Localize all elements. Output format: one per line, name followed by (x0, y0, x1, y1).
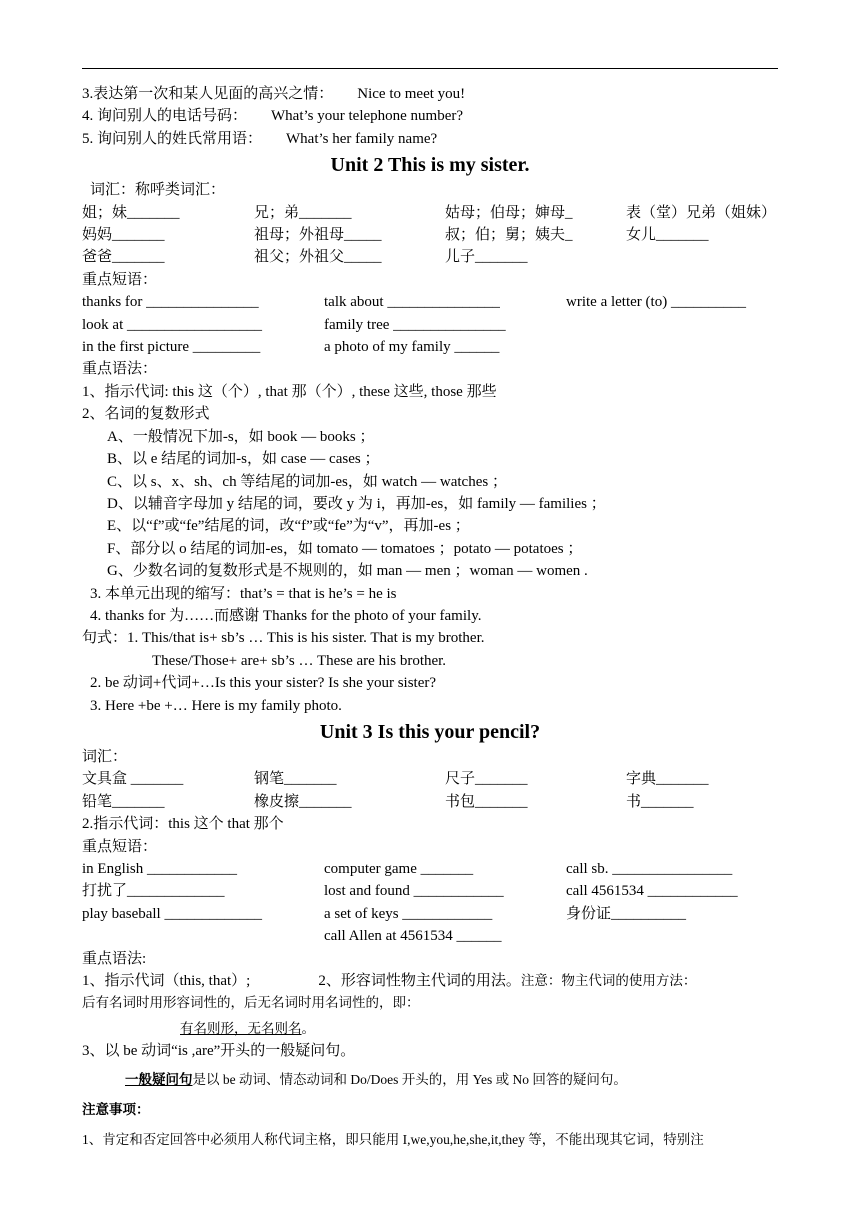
vocab-item: 女儿_______ (626, 227, 709, 244)
grammar-rule-text: 有名则形，无名则名 (180, 1021, 302, 1037)
unit2-phrases-heading: 重点短语： (82, 271, 158, 288)
intro-4-en: What’s your telephone number? (271, 108, 464, 125)
vocab-item: 妈妈_______ (82, 227, 165, 244)
vocab-item: 爸爸_______ (82, 249, 165, 266)
phrase-item (566, 314, 778, 336)
phrase-item (566, 925, 778, 947)
unit3-phrases-heading: 重点短语： (82, 838, 158, 855)
phrase-item: call Allen at 4561534 ______ (324, 928, 502, 945)
unit3-title: Unit 3 Is this your pencil? (319, 720, 541, 743)
phrase-item: in the first picture _________ (82, 339, 261, 356)
vocab-item: 书_______ (626, 793, 694, 810)
intro-line-3 (82, 83, 778, 105)
phrase-item: lost and found ____________ (324, 883, 504, 900)
vocab-item: 书包_______ (445, 793, 528, 810)
unit2-title: Unit 2 This is my sister. (330, 154, 530, 177)
vocab-item: 儿子_______ (445, 249, 528, 266)
vocab-item: 铅笔_______ (82, 793, 165, 810)
plural-rule: G、少数名词的复数形式是不规则的，如 man — men ；woman — women . (107, 563, 588, 580)
unit3-phrases-grid (82, 858, 778, 948)
pattern-1: 句式：1. This/that is+ sb’s … This is his sister. That is my brother. (82, 630, 485, 647)
unit3-grammar-note: 后有名词时用形容词性的，后无名词时用名词性的，即： (82, 995, 420, 1011)
phrase-item: write a letter (to) __________ (566, 294, 746, 311)
phrase-item: thanks for _______________ (82, 294, 259, 311)
document-content (82, 83, 778, 1151)
phrase-item (82, 925, 324, 947)
vocab-item: 叔；伯；舅；姨夫_ (445, 227, 573, 244)
unit3-grammar-1 (82, 970, 778, 992)
phrase-item: talk about _______________ (324, 294, 500, 311)
intro-5-cn: 5. 询问别人的姓氏常用语： (82, 130, 263, 147)
intro-4-cn: 4. 询问别人的电话号码： (82, 108, 248, 125)
plural-rule: A、一般情况下加-s，如 book — books ； (107, 428, 375, 445)
plural-rule: F、部分以 o 结尾的词加-es，如 tomato — tomatoes ；potato — potatoes ； (107, 540, 583, 557)
vocab-item: 字典_______ (626, 771, 709, 788)
phrase-item: family tree _______________ (324, 316, 506, 333)
vocab-item: 兄；弟_______ (254, 204, 352, 221)
intro-3-cn: 3.表达第一次和某人见面的高兴之情： (82, 86, 334, 102)
vocab-item: 文具盒 _______ (82, 771, 184, 788)
yes-no-definition (82, 1069, 778, 1091)
grammar-demonstratives: 1、指示代词: this 这（个）, that 那（个）, these 这些, those 那些 (82, 383, 497, 400)
plural-rule: E、以“f”或“fe”结尾的词，改“f”或“fe”为“v”，再加-es ； (107, 518, 470, 535)
pattern-3: 3. Here +be +… Here is my family photo. (90, 697, 342, 714)
vocab-item: 祖父；外祖父_____ (254, 249, 382, 266)
note-1: 1、肯定和否定回答中必须用人称代词主格，即只能用 I,we,you,he,she,it,they 等，不能出现其它词，特别注 (82, 1131, 704, 1147)
unit2-phrases-grid (82, 291, 778, 358)
unit2-vocab-grid (82, 202, 778, 269)
phrase-item: call sb. ________________ (566, 861, 733, 877)
phrase-item: computer game _______ (324, 861, 474, 877)
grammar-rule-end: 。 (301, 1021, 315, 1037)
unit3-vocab-grid (82, 768, 778, 813)
pattern-2: 2. be 动词+代词+…Is this your sister? Is she your sister? (90, 675, 437, 692)
phrase-item: a set of keys ____________ (324, 905, 493, 922)
header-rule (82, 68, 778, 69)
phrase-item: call 4561534 ____________ (566, 883, 738, 900)
grammar-possessive-note: 注意：物主代词的使用方法： (520, 973, 697, 989)
phrase-item: 打扰了_____________ (82, 883, 225, 900)
vocab-item: 钢笔_______ (254, 771, 337, 788)
phrase-item: a photo of my family ______ (324, 339, 500, 356)
grammar-possessive: 2、形容词性物主代词的用法。 (318, 973, 521, 990)
phrase-item: in English ____________ (82, 861, 238, 877)
vocab-item: 姐；妹_______ (82, 204, 180, 221)
intro-3-en: Nice to meet you! (357, 86, 466, 102)
pattern-1b: These/Those+ are+ sb’s … These are his brother. (152, 652, 447, 669)
phrase-item: look at __________________ (82, 316, 262, 333)
notes-heading: 注意事项： (82, 1101, 150, 1117)
unit3-demonstratives: 2.指示代词：this 这个 that 那个 (82, 816, 284, 833)
unit3-vocab-heading: 词汇： (82, 748, 128, 765)
phrase-item: 身份证__________ (566, 905, 687, 922)
vocab-item: 橡皮擦_______ (254, 793, 352, 810)
vocab-item: 表（堂）兄弟（姐妹） (626, 204, 777, 221)
vocab-item: 姑母；伯母；婶母_ (445, 204, 573, 221)
grammar-demonstratives: 1、指示代词（this, that）; (82, 973, 251, 990)
grammar-plural-heading: 2、名词的复数形式 (82, 406, 210, 423)
intro-line-5 (82, 128, 778, 150)
vocab-item: 尺子_______ (445, 771, 528, 788)
plural-rule: C、以 s、x、sh、ch 等结尾的词加-es，如 watch — watches ； (107, 473, 507, 490)
yes-no-term: 一般疑问句 (125, 1071, 193, 1087)
phrase-item: play baseball _____________ (82, 905, 262, 922)
intro-line-4 (82, 105, 778, 127)
unit2-grammar-heading: 重点语法： (82, 361, 158, 378)
grammar-thanks-for: 4. thanks for 为……而感谢 Thanks for the photo of your family. (90, 607, 482, 624)
phrase-item (566, 336, 778, 358)
vocab-item (626, 246, 778, 268)
unit3-grammar-heading: 重点语法: (82, 950, 147, 967)
grammar-contractions: 3. 本单元出现的缩写：that’s = that is he’s = he is (90, 585, 397, 602)
plural-rule: B、以 e 结尾的词加-s，如 case — cases ； (107, 451, 380, 468)
unit3-grammar-3: 3、以 be 动词“is ,are”开头的一般疑问句。 (82, 1043, 356, 1060)
yes-no-def-text: 是以 be 动词、情态动词和 Do/Does 开头的，用 Yes 或 No 回答的疑问句。 (192, 1071, 627, 1087)
unit3-grammar-rule (82, 1018, 778, 1040)
unit2-vocab-heading: 词汇：称呼类词汇： (90, 182, 226, 199)
vocab-item: 祖母；外祖母_____ (254, 227, 382, 244)
intro-5-en: What’s her family name? (286, 130, 438, 147)
plural-rule: D、以辅音字母加 y 结尾的词，要改 y 为 i，再加-es，如 family — families ； (107, 495, 606, 512)
